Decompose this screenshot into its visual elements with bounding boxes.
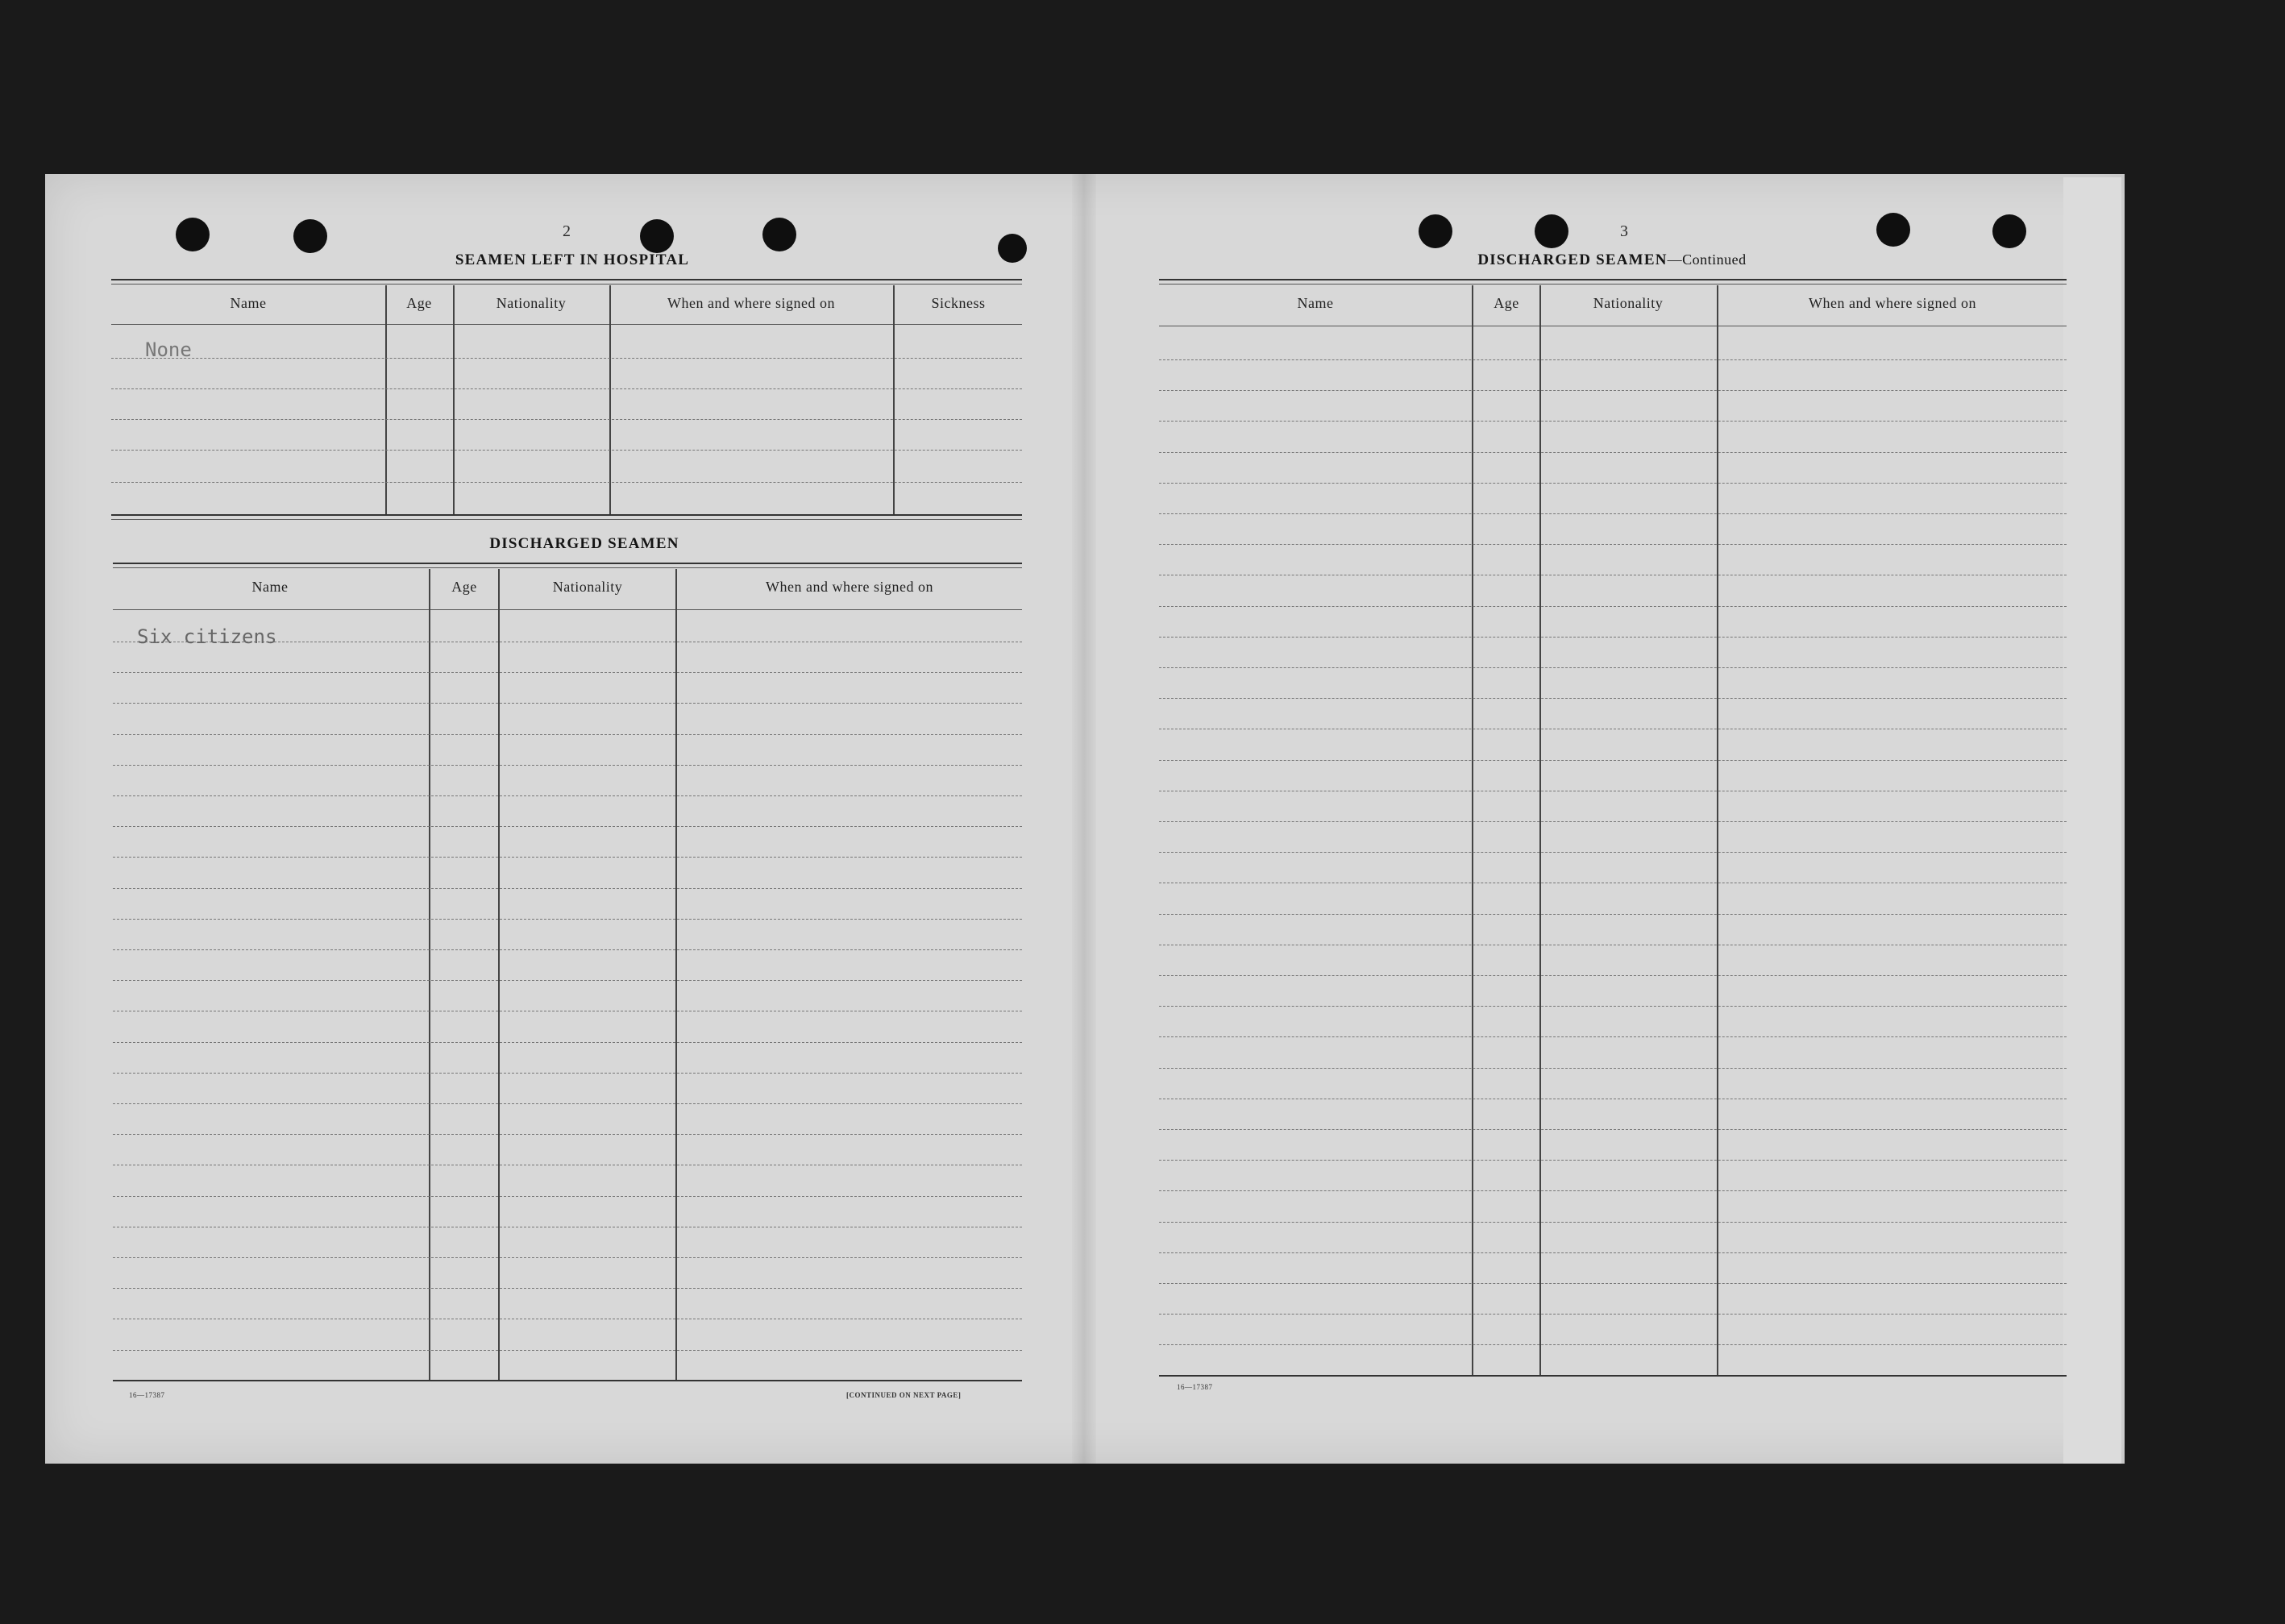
table-rule <box>1159 279 2067 280</box>
table-row <box>113 1042 1022 1043</box>
punch-hole <box>998 234 1027 263</box>
table-row <box>111 450 1022 451</box>
column-divider <box>1472 285 1473 1375</box>
table-row <box>1159 421 2067 422</box>
table-row <box>111 388 1022 389</box>
table-row <box>113 765 1022 766</box>
section-title: DISCHARGED SEAMEN <box>489 535 679 552</box>
punch-hole <box>1992 214 2026 248</box>
table-rule <box>113 1380 1022 1381</box>
table-row <box>113 1288 1022 1289</box>
table-row <box>1159 667 2067 668</box>
column-header-nationality: Nationality <box>552 579 623 595</box>
column-header-sickness: Sickness <box>931 295 986 311</box>
column-divider <box>498 569 500 1380</box>
table-row <box>1159 1222 2067 1223</box>
table-row <box>113 795 1022 796</box>
table-row <box>111 482 1022 483</box>
table-row <box>1159 821 2067 822</box>
table-row <box>1159 452 2067 453</box>
table-row <box>1159 359 2067 360</box>
table-row <box>113 826 1022 827</box>
section-title: SEAMEN LEFT IN HOSPITAL <box>455 251 690 268</box>
table-row <box>113 1073 1022 1074</box>
table-row <box>111 419 1022 420</box>
section-title-suffix: —Continued <box>1667 251 1747 268</box>
table-row <box>113 672 1022 673</box>
column-divider <box>675 569 677 1380</box>
column-divider <box>453 285 455 514</box>
table-row <box>113 980 1022 981</box>
table-row <box>113 703 1022 704</box>
table-row <box>1159 544 2067 545</box>
punch-hole <box>640 219 674 253</box>
table-row <box>1159 390 2067 391</box>
table-row <box>1159 1190 2067 1191</box>
punch-hole <box>293 219 327 253</box>
table-row <box>1159 760 2067 761</box>
table-rule <box>1159 1375 2067 1377</box>
form-number: 16—17387 <box>1177 1383 1213 1391</box>
table-rule <box>111 279 1022 280</box>
discharged-entry: Six citizens <box>137 625 277 648</box>
column-header-name: Name <box>230 295 267 311</box>
table-row <box>113 919 1022 920</box>
table-row <box>1159 1129 2067 1130</box>
punch-hole <box>1876 213 1910 247</box>
page-number: 3 <box>1620 222 1628 240</box>
table-row <box>1159 914 2067 915</box>
header-rule <box>113 609 1022 610</box>
table-row <box>113 1103 1022 1104</box>
table-row <box>113 734 1022 735</box>
table-row <box>1159 637 2067 638</box>
table-row <box>113 1350 1022 1351</box>
table-row <box>1159 1006 2067 1007</box>
continued-note: [CONTINUED ON NEXT PAGE] <box>846 1391 962 1399</box>
table-row <box>113 888 1022 889</box>
column-header-nationality: Nationality <box>496 295 567 311</box>
section-title-text: DISCHARGED SEAMEN <box>1477 251 1668 268</box>
table-row <box>1159 1283 2067 1284</box>
table-row <box>1159 975 2067 976</box>
punch-hole <box>1419 214 1452 248</box>
column-divider <box>1717 285 1718 1375</box>
column-header-name: Name <box>1297 295 1334 311</box>
table-row <box>1159 698 2067 699</box>
page-fold <box>1072 174 1096 1464</box>
column-header-signed-on: When and where signed on <box>766 579 933 595</box>
table-row <box>113 949 1022 950</box>
column-divider <box>1539 285 1541 1375</box>
table-row <box>1159 1252 2067 1253</box>
column-header-signed-on: When and where signed on <box>667 295 835 311</box>
column-header-age: Age <box>1494 295 1519 311</box>
punch-hole <box>176 218 210 251</box>
table-row <box>113 1257 1022 1258</box>
column-header-age: Age <box>451 579 477 595</box>
column-divider <box>609 285 611 514</box>
table-rule <box>113 563 1022 564</box>
punch-hole <box>762 218 796 251</box>
table-row <box>1159 1314 2067 1315</box>
table-row <box>1159 1068 2067 1069</box>
table-row <box>113 1134 1022 1135</box>
header-rule <box>111 324 1022 325</box>
punch-hole <box>1535 214 1568 248</box>
table-rule <box>113 567 1022 568</box>
column-header-age: Age <box>406 295 432 311</box>
sheet-edge <box>2063 177 2121 1464</box>
form-number: 16—17387 <box>129 1391 165 1399</box>
column-divider <box>385 285 387 514</box>
table-row <box>1159 1160 2067 1161</box>
column-header-nationality: Nationality <box>1593 295 1664 311</box>
table-row <box>113 1196 1022 1197</box>
table-rule <box>1159 284 2067 285</box>
column-header-signed-on: When and where signed on <box>1809 295 1976 311</box>
column-divider <box>893 285 895 514</box>
column-header-name: Name <box>251 579 289 595</box>
table-row <box>1159 1036 2067 1037</box>
column-divider <box>429 569 430 1380</box>
table-rule <box>111 514 1022 516</box>
section-title <box>1370 251 1854 269</box>
table-row <box>1159 483 2067 484</box>
hospital-entry: None <box>145 339 192 361</box>
table-rule <box>111 519 1022 520</box>
table-rule <box>111 284 1022 285</box>
table-row <box>1159 606 2067 607</box>
table-row <box>1159 852 2067 853</box>
table-row <box>111 358 1022 359</box>
table-row <box>113 857 1022 858</box>
table-row <box>1159 513 2067 514</box>
page-number: 2 <box>563 222 571 240</box>
table-row <box>1159 1344 2067 1345</box>
